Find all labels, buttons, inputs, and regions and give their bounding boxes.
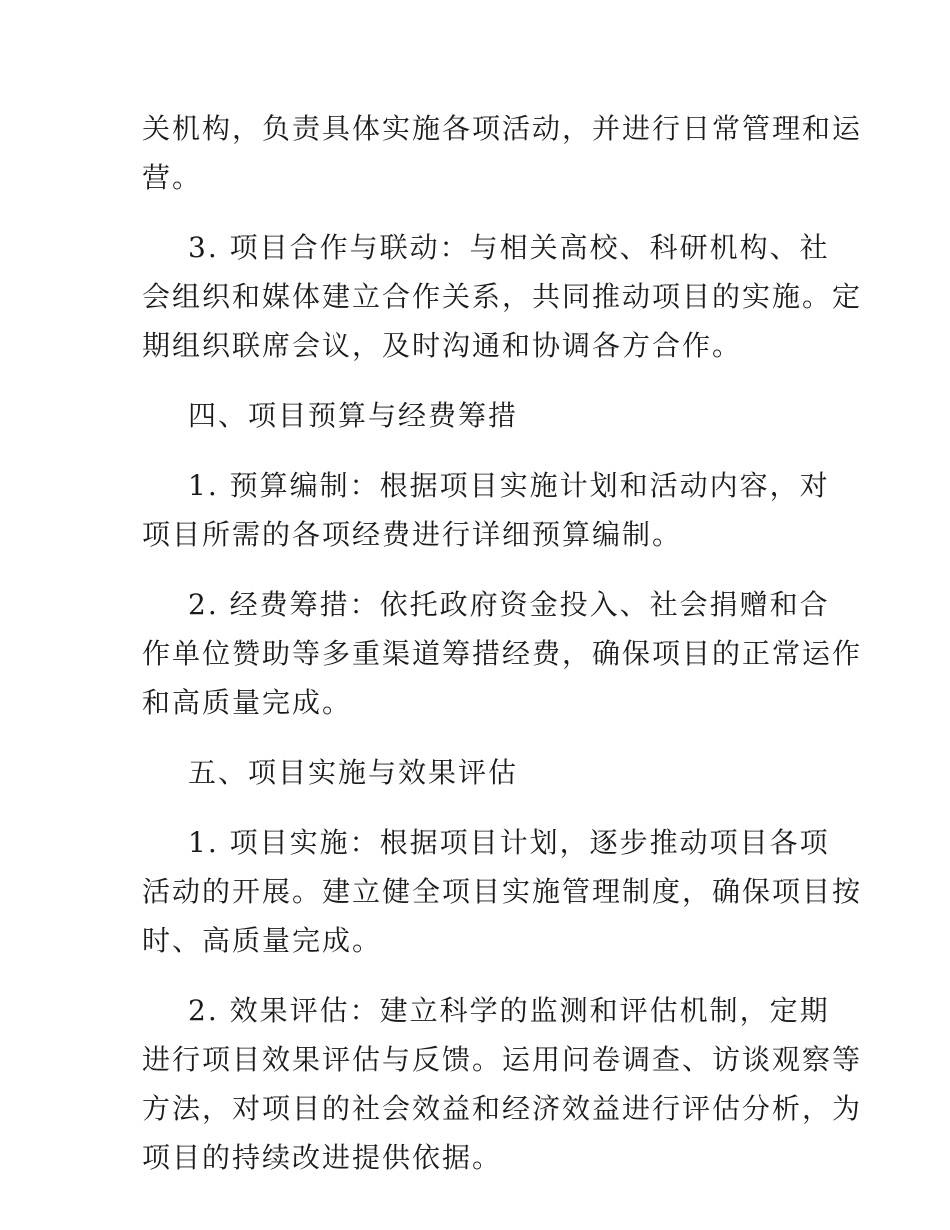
text-line: 方法，对项目的社会效益和经济效益进行评估分析，为 (142, 1092, 863, 1125)
paragraph-implementation-item-1 (142, 818, 863, 965)
text-line: 关机构，负责具体实施各项活动，并进行日常管理和运 (142, 112, 863, 145)
document-body (142, 104, 863, 1182)
text-line: 2. 经费筹措：依托政府资金投入、社会捐赠和合 (188, 588, 830, 621)
text-line: 活动的开展。建立健全项目实施管理制度，确保项目按 (142, 875, 863, 908)
text-line: 2. 效果评估：建立科学的监测和评估机制，定期 (188, 994, 830, 1027)
paragraph-item-3 (142, 223, 863, 370)
section-heading-5 (142, 748, 822, 797)
text-line: 时、高质量完成。 (142, 924, 383, 957)
heading-line: 五、项目实施与效果评估 (188, 756, 519, 789)
text-line: 3. 项目合作与联动：与相关高校、科研机构、社 (188, 231, 830, 264)
paragraph-budget-item-2 (142, 580, 863, 727)
paragraph-evaluation-item-2 (142, 986, 863, 1182)
paragraph-continuation (142, 104, 863, 202)
text-line: 1. 项目实施：根据项目计划，逐步推动项目各项 (188, 826, 830, 859)
text-line: 期组织联席会议，及时沟通和协调各方合作。 (142, 329, 743, 362)
text-line: 1. 预算编制：根据项目实施计划和活动内容，对 (188, 469, 830, 502)
text-line: 会组织和媒体建立合作关系，共同推动项目的实施。定 (142, 280, 863, 313)
text-line: 项目所需的各项经费进行详细预算编制。 (142, 518, 683, 551)
text-line: 进行项目效果评估与反馈。运用问卷调查、访谈观察等 (142, 1043, 863, 1076)
heading-line: 四、项目预算与经费筹措 (188, 399, 519, 432)
text-line: 项目的持续改进提供依据。 (142, 1141, 503, 1174)
text-line: 作单位赞助等多重渠道筹措经费，确保项目的正常运作 (142, 637, 863, 670)
text-line: 和高质量完成。 (142, 686, 353, 719)
text-line: 营。 (142, 161, 203, 194)
paragraph-budget-item-1 (142, 461, 830, 559)
section-heading-4 (142, 391, 822, 440)
